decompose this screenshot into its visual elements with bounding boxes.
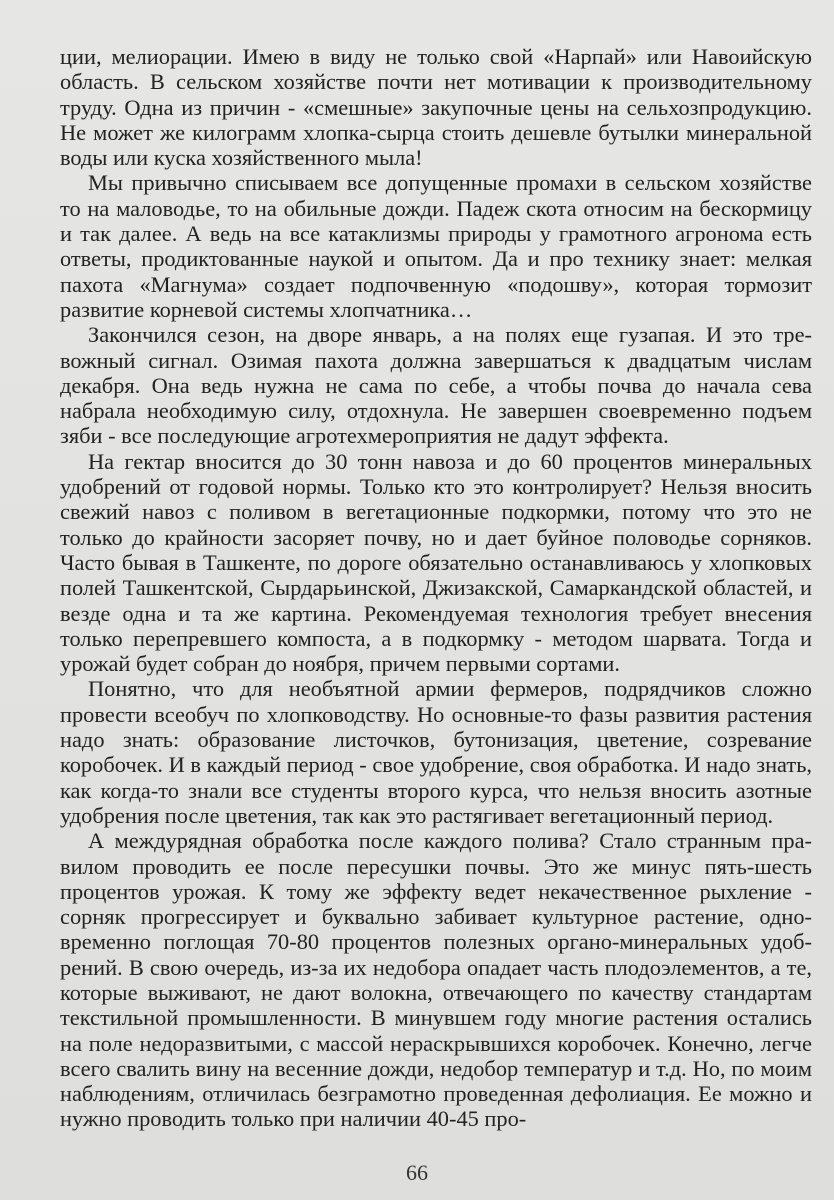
paragraph-continued: ции, мелиорации. Имею в виду не только свой «Нарпай» или Навоийскую область. В сельском хозяйстве почти нет мотивации к производительному труду. Одна из причин - «смешные» закупочные цены на сельхозпродукцию. Не может же килограмм хлопка-сырца стоить дешевле бутылки минеральной воды или куска хозяйственного мыла!: [60, 44, 812, 171]
paragraph: Закончился сезон, на дворе январь, а на полях еще гузапая. И это тревожный сигнал. Озимая пахота должна завершаться к двадцатым числам декабря. Она ведь нужна не сама по себе, а чтобы почва до начала сева набрала необходимую силу, отдохнула. Не завершен своевременно подъем зяби - все последующие агротехмероприятия не дадут эффекта.: [60, 322, 812, 449]
paragraph: Мы привычно списываем все допущенные промахи в сельском хозяйстве то на маловодье, то на обильные дожди. Падеж скота относим на бескормицу и так далее. А ведь на все катаклизмы природы у грамотного агронома есть ответы, продиктованные наукой и опытом. Да и про технику знает: мелкая пахота «Магнума» создает подпочвенную «подошву», которая тормозит развитие корневой системы хлопчатника…: [60, 170, 812, 322]
paragraph: На гектар вносится до 30 тонн навоза и до 60 процентов минеральных удобрений от годовой нормы. Только кто это контролирует? Нельзя вносить свежий навоз с поливом в вегетационные подкормки, потому что это не только до крайности засоряет почву, но и дает буйное половодье сорняков. Часто бывая в Ташкенте, по дороге обязательно останавливаюсь у хлопковых полей Ташкентской, Сырдарьинской, Джизакской, Самаркандской областей, и везде одна и та же картина. Рекомендуемая технология требует внесения только перепревшего компоста, а в подкормку - методом шарвата. Тогда и урожай будет собран до ноября, причем первыми сортами.: [60, 448, 812, 677]
paragraph: Понятно, что для необъятной армии фермеров, подрядчиков сложно провести всеобуч по хлопководству. Но основные-то фазы развития растения надо знать: образование листочков, бутонизация, цветение, созревание коробочек. И в каждый период - свое удобрение, своя обработка. И надо знать, как когда-то знали все студенты второго курса, что нельзя вносить азотные удобрения после цветения, так как это растягивает вегетационный период.: [60, 676, 812, 828]
body-text: [60, 44, 812, 1132]
paragraph: А междурядная обработка после каждого полива? Стало странным правилом проводить ее после пересушки почвы. Это же минус пять-шесть процентов урожая. К тому же эффекту ведет некачественное рыхление - сорняк прогрессирует и буквально забивает культурное растение, одновременно поглощая 70-80 процентов полезных органо-минеральных удобрений. В свою очередь, из-за их недобора опадает часть плодоэлементов, а те, которые выживают, не дают волокна, отвечающего по качеству стандартам текстильной промышленности. В минувшем году многие растения остались на поле недоразвитыми, с массой нераскрывшихся коробочек. Конечно, легче всего свалить вину на весенние дожди, недобор температур и т.д. Но, по моим наблюдениям, отличилась безграмотно проведенная дефолиация. Ее можно и нужно проводить только при наличии 40-45 про-: [60, 828, 812, 1132]
page-number: 66: [406, 1160, 428, 1185]
